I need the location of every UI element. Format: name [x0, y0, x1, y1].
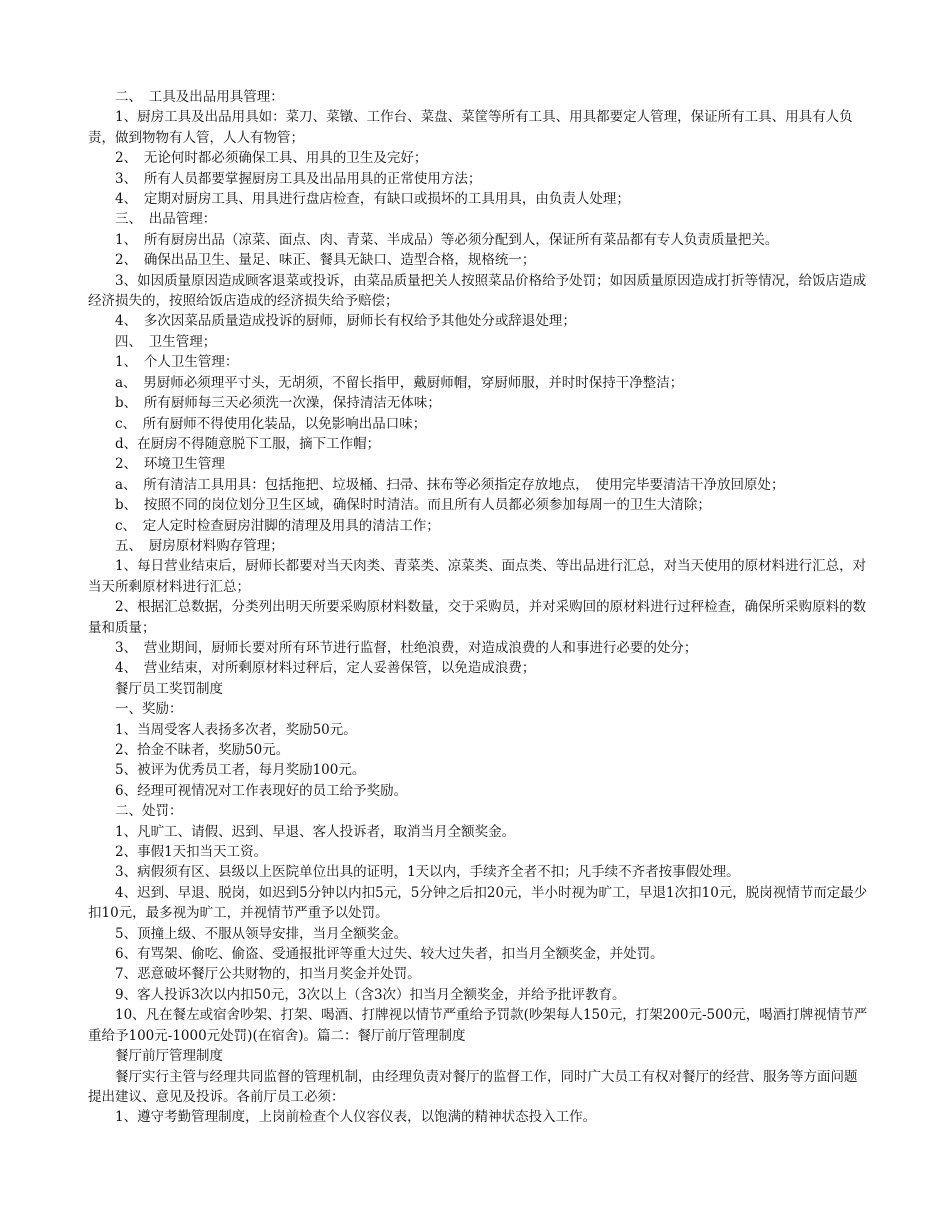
paragraph: 1、遵守考勤管理制度，上岗前检查个人仪容仪表，以饱满的精神状态投入工作。	[115, 1109, 597, 1126]
paragraph: 2、 无论何时都必须确保工具、用具的卫生及完好；	[115, 150, 428, 167]
paragraph: a、 所有清洁工具用具：包括拖把、垃圾桶、扫帚、抹布等必须指定存放地点， 使用完毕要清洁干净放回原处；	[115, 476, 785, 493]
paragraph: 7、恶意破坏餐厅公共财物的，扣当月奖金并处罚。	[115, 966, 421, 983]
paragraph: 2、 环境卫生管理	[115, 456, 225, 473]
paragraph: c、 所有厨师不得使用化装品，以免影响出品口味；	[115, 415, 427, 432]
paragraph: 餐厅实行主管与经理共同监督的管理机制，由经理负责对餐厅的监督工作，同时广大员工有权对餐厅的经营、服务等方面问题提出建议、意见及投诉。各前厅员工必须：	[88, 1068, 858, 1105]
paragraph: 二、 工具及出品用具管理：	[115, 89, 284, 105]
paragraph: 1、 个人卫生管理：	[115, 354, 239, 371]
paragraph: b、 按照不同的岗位划分卫生区域，确保时时清洁。而且所有人员都必须参加每周一的卫生大清除；	[115, 497, 711, 514]
paragraph: 1、凡旷工、请假、迟到、早退、客人投诉者，取消当月全额奖金。	[115, 823, 516, 840]
paragraph: 五、 厨房原材料购存管理；	[115, 537, 284, 554]
paragraph: 3、 营业期间，厨师长要对所有环节进行监督，杜绝浪费，对造成浪费的人和事进行必要的处分；	[115, 639, 698, 656]
paragraph: 1、每日营业结束后，厨师长都要对当天肉类、青菜类、凉菜类、面点类、等出品进行汇总，对当天使用的原材料进行汇总，对当天所剩原材料进行汇总；	[88, 558, 867, 595]
paragraph: b、 所有厨师每三天必须洗一次澡，保持清洁无体味；	[115, 395, 441, 412]
paragraph: 3、病假须有区、县级以上医院单位出具的证明，1天以内，手续齐全者不扣；凡手续不齐者按事假处理。	[115, 864, 740, 881]
paragraph: 10、凡在餐左或宿舍吵架、打架、喝酒、打牌视以情节严重给予罚款(吵架每人150元，打架200元-500元，喝酒打牌视情节严重给予100元-1000元处罚)(在宿舍)。篇二：餐厅前厅管理制度	[88, 1007, 868, 1044]
paragraph: 6、经理可视情况对工作表现好的员工给予奖励。	[115, 782, 408, 799]
section-title: 餐厅前厅管理制度	[115, 1048, 223, 1065]
paragraph: 1、当周受客人表扬多次者，奖励50元。	[115, 721, 357, 738]
paragraph: 3、如因质量原因造成顾客退菜或投诉，由菜品质量把关人按照菜品价格给予处罚；如因质量原因造成打折等情况，给饭店造成经济损失的，按照给饭店造成的经济损失给予赔偿；	[88, 272, 867, 310]
paragraph: 四、 卫生管理；	[115, 333, 217, 350]
paragraph: 4、迟到、早退、脱岗，如迟到5分钟以内扣5元，5分钟之后扣20元，半小时视为旷工，早退1次扣10元，脱岗视情节而定最少扣10元，最多视为旷工，并视情节严重予以处罚。	[88, 884, 868, 922]
paragraph: 2、拾金不昧者，奖励50元。	[115, 742, 290, 758]
paragraph: 1、 所有厨房出品（凉菜、面点、肉、青菜、半成品）等必须分配到人，保证所有菜品都有专人负责质量把关。	[115, 231, 779, 248]
paragraph: 三、 出品管理：	[115, 211, 217, 228]
paragraph: 1、厨房工具及出品用具如：菜刀、菜镦、工作台、菜盘、菜筐等所有工具、用具都要定人管理，保证所有工具、用具有人负责，做到物物有人管，人人有物管；	[88, 109, 853, 146]
paragraph: 9、客人投诉3次以内扣50元，3次以上（含3次）扣当月全额奖金，并给予批评教育。	[115, 986, 626, 1003]
paragraph: 2、事假1天扣当天工资。	[115, 844, 268, 861]
paragraph: 二、处罚：	[115, 803, 183, 820]
paragraph: 2、根据汇总数据，分类列出明天所要采购原材料数量，交于采购员，并对采购回的原材料进行过秤检查，确保所采购原料的数量和质量；	[88, 599, 867, 636]
paragraph: 2、 确保出品卫生、量足、味正、餐具无缺口、造型合格，规格统一；	[115, 252, 536, 269]
paragraph: 3、 所有人员都要掌握厨房工具及出品用具的正常使用方法；	[115, 170, 482, 187]
paragraph: 4、 营业结束，对所剩原材料过秤后，定人妥善保管，以免造成浪费；	[115, 660, 536, 677]
paragraph: 一、奖励：	[115, 701, 183, 718]
paragraph: c、 定人定时检查厨房泔脚的清理及用具的清洁工作；	[115, 517, 440, 534]
paragraph: 4、 定期对厨房工具、用具进行盘店检查，有缺口或损坏的工具用具，由负责人处理；	[115, 191, 630, 208]
paragraph: 6、有骂架、偷吃、偷盗、受通报批评等重大过失、较大过失者，扣当月全额奖金，并处罚。	[115, 946, 664, 963]
section-title: 餐厅员工奖罚制度	[115, 680, 223, 697]
paragraph: 5、顶撞上级、不服从领导安排，当月全额奖金。	[115, 925, 408, 942]
paragraph: 5、被评为优秀员工者，每月奖励100元。	[115, 762, 366, 779]
paragraph: a、 男厨师必须理平寸头，无胡须，不留长指甲，戴厨师帽，穿厨师服，并时时保持干净整洁；	[115, 374, 684, 391]
paragraph: d、在厨房不得随意脱下工服，摘下工作帽；	[115, 435, 381, 452]
paragraph: 4、 多次因菜品质量造成投诉的厨师，厨师长有权给予其他处分或辞退处理；	[115, 313, 576, 330]
